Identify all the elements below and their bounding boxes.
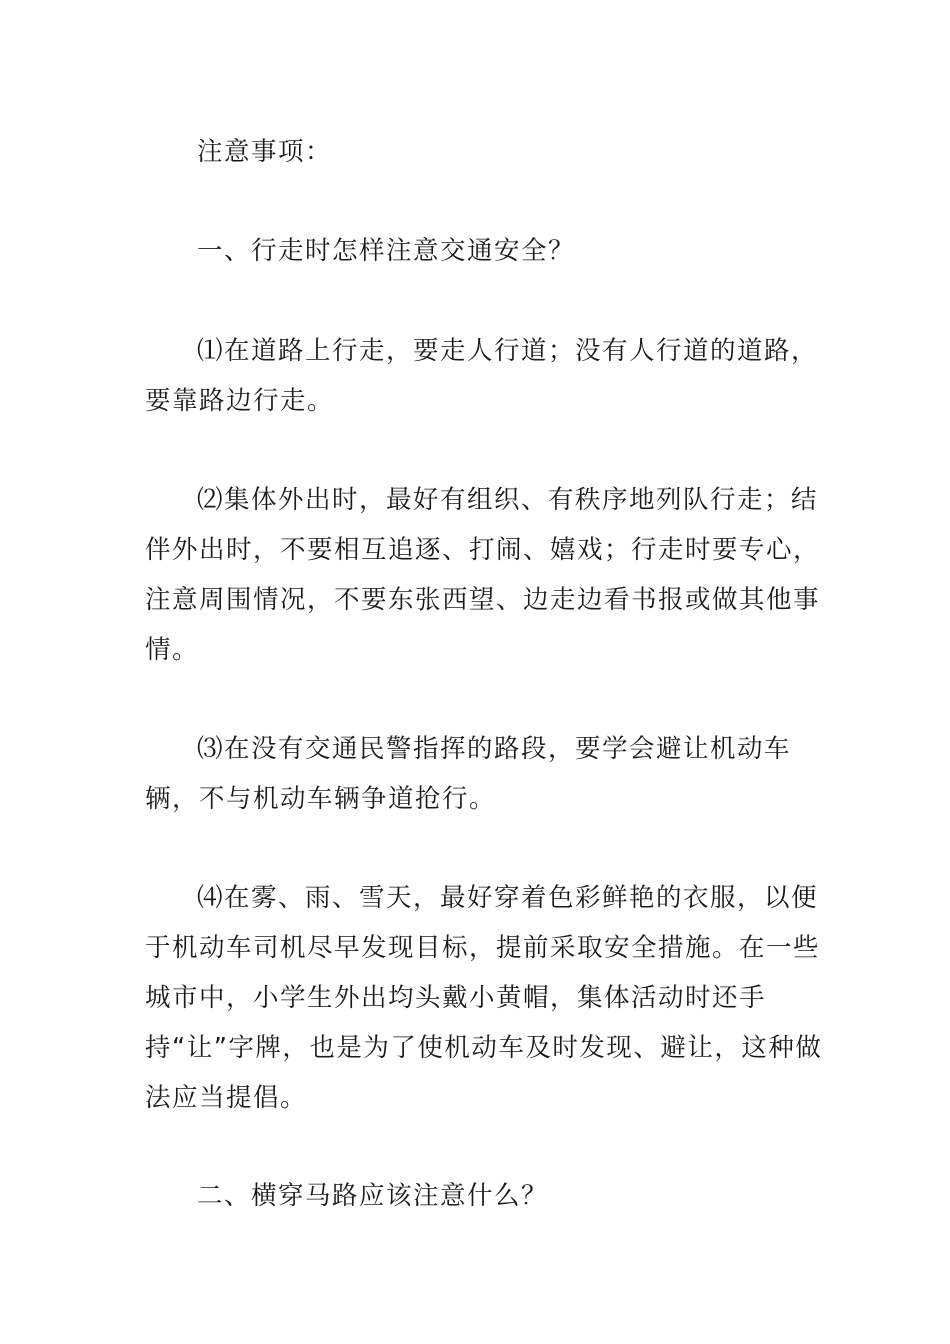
section1-heading-block (145, 226, 825, 276)
section-heading: 二、横穿马路应该注意什么？ (197, 1181, 549, 1211)
list-item: ⑴在道路上行走，要走人行道；没有人行道的道路，要靠路边行走。 (145, 336, 819, 416)
list-item: ⑵集体外出时，最好有组织、有秩序地列队行走；结伴外出时，不要相互追逐、打闹、嬉戏；行走时要专心，注意周围情况，不要东张西望、边走边看书报或做其他事情。 (145, 485, 821, 665)
item-1-block (145, 326, 825, 426)
section-heading: 一、行走时怎样注意交通安全？ (197, 236, 576, 266)
item-3-block (145, 724, 825, 824)
item-2-block (145, 475, 825, 675)
item-4-block (145, 873, 825, 1123)
section2-heading-block (145, 1171, 825, 1221)
notes-heading: 注意事项： (197, 137, 333, 167)
notes-heading-block (145, 127, 825, 177)
list-item: ⑷在雾、雨、雪天，最好穿着色彩鲜艳的衣服，以便于机动车司机尽早发现目标，提前采取安全措施。在一些城市中，小学生外出均头戴小黄帽，集体活动时还手持“让”字牌，也是为了使机动车及时发现、避让，这种做法应当提倡。 (145, 883, 823, 1113)
list-item: ⑶在没有交通民警指挥的路段，要学会避让机动车辆，不与机动车辆争道抢行。 (145, 734, 792, 814)
